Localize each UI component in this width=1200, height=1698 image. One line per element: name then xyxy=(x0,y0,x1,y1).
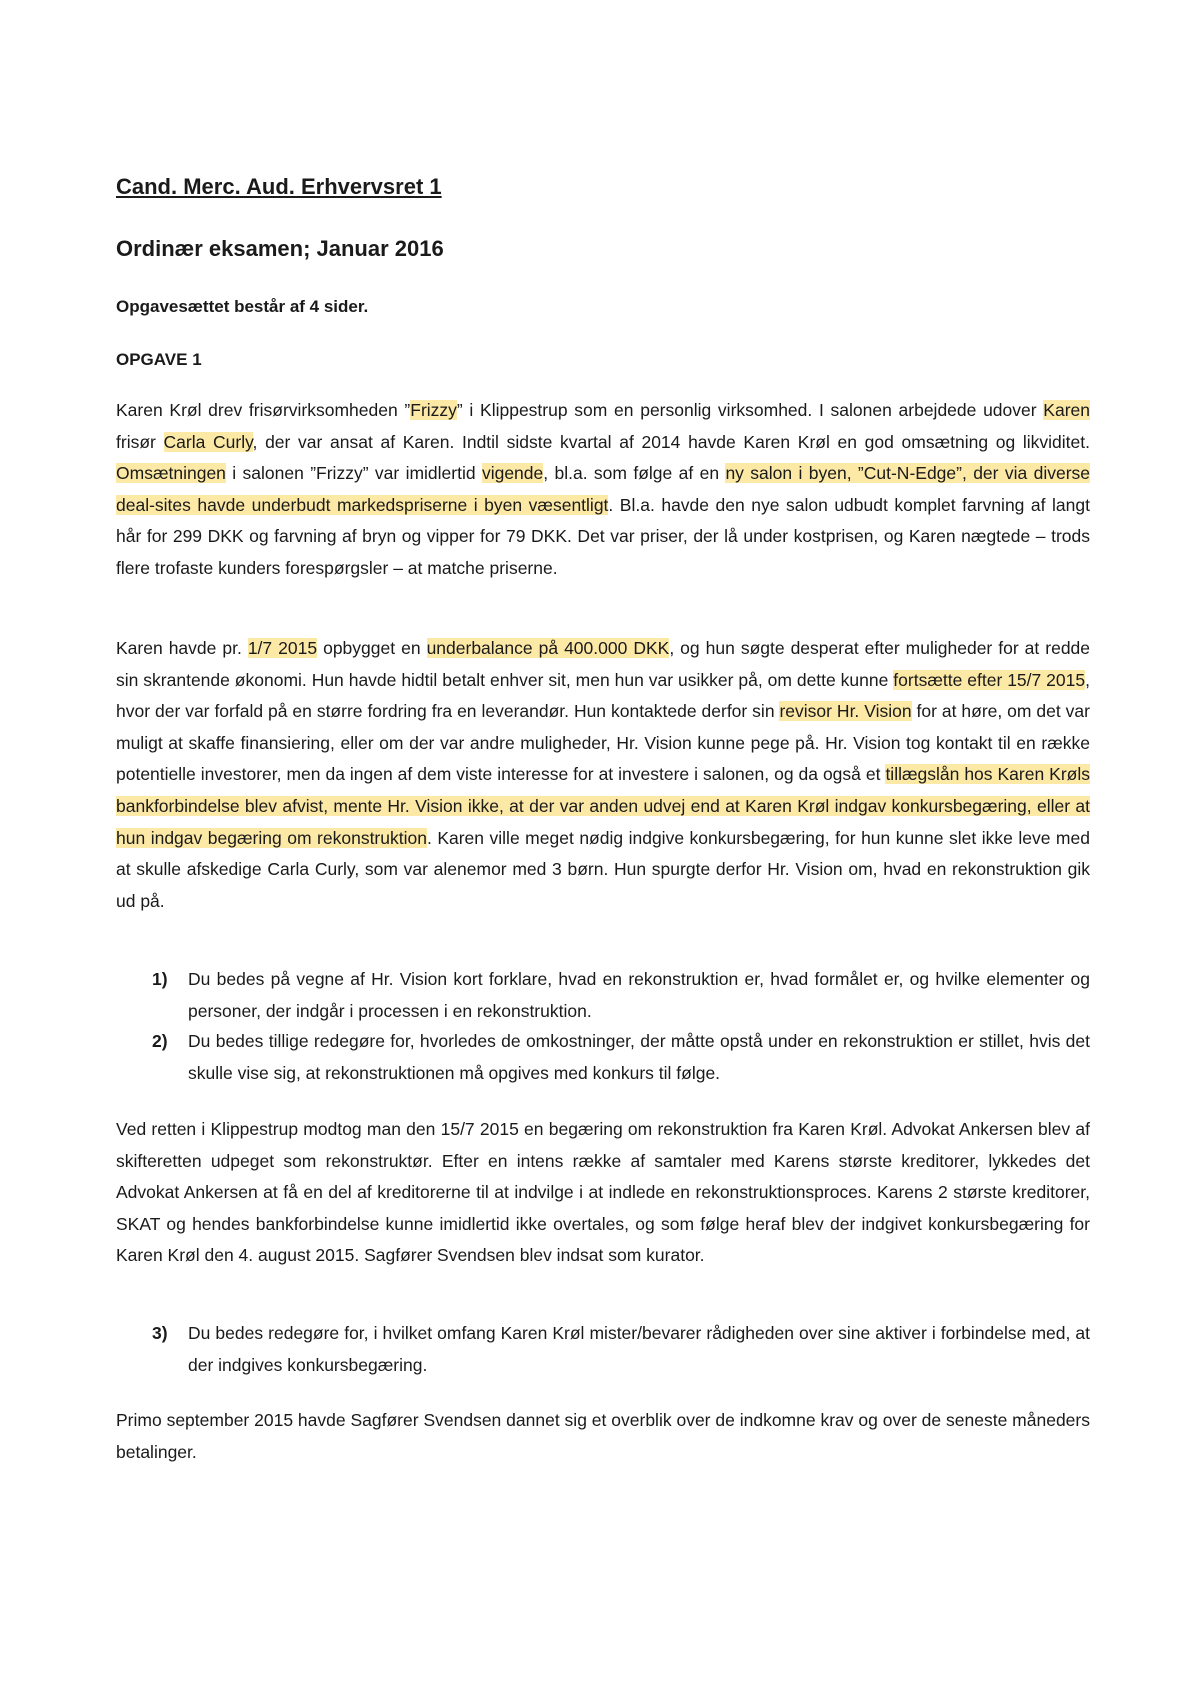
highlight-vigende: vigende xyxy=(481,463,544,484)
text-run: frisør xyxy=(116,431,164,452)
text-run: opbygget en xyxy=(317,638,427,658)
highlight-loan-rejected: tillægslån hos Karen Krøls bankforbindelse blev afvist, mente Hr. Vision ikke, at der var anden udvej end at Karen Krøl indgav konkursbegæring, eller at hun indgav begæring om rekonstruktion xyxy=(116,764,1091,848)
text-run: i salonen ”Frizzy” var imidlertid xyxy=(225,463,482,484)
paragraph-reconstruction: Ved retten i Klippestrup modtog man den 15/7 2015 en begæring om rekonstruktion fra Karen Krøl. Advokat Ankersen blev af skifteretten udpeget som rekonstruktør. Efter en intens række af samtaler med Karens største kreditorer, lykkedes det Advokat Ankersen at få en del af kreditorerne til at indvilge i at indlede en rekonstruktionsproces. Karens 2 største kreditorer, SKAT og hendes bankforbindelse kunne imidlertid ikke overtales, og som følge heraf blev der indgivet konkursbegæring for Karen Krøl den 4. august 2015. Sagfører Svendsen blev indsat som kurator. xyxy=(116,1119,1090,1266)
highlight-underbalance: underbalance på 400.000 DKK xyxy=(426,638,670,658)
page-count-note: Opgavesættet består af 4 sider. xyxy=(116,297,369,316)
question-text: Du bedes tillige redegøre for, hvorledes de omkostninger, der måtte opstå under en rekonstruktion er stillet, hvis det skulle vise sig, at rekonstruktionen må opgives med konkurs til følge. xyxy=(188,1031,1090,1083)
question-item xyxy=(116,964,1090,1027)
highlight-carla-curly: Carla Curly xyxy=(163,431,253,452)
text-run: Karen havde pr. xyxy=(116,638,248,658)
question-text: Du bedes redegøre for, i hvilket omfang Karen Krøl mister/bevarer rådigheden over sine aktiver i forbindelse med, at der indgives konkursbegæring. xyxy=(188,1323,1090,1375)
section-heading-opgave-1: OPGAVE 1 xyxy=(116,350,202,369)
text-run: , der var ansat af Karen. Indtil sidste kvartal af 2014 havde Karen Krøl en god omsætning og likviditet. xyxy=(252,431,1090,452)
question-number: 3) xyxy=(152,1323,168,1343)
question-number: 2) xyxy=(152,1031,168,1051)
highlight-karen: Karen xyxy=(1043,400,1090,420)
question-item xyxy=(116,1318,1090,1381)
text-run: . Bl.a. havde den nye salon udbudt komplet farvning af langt hår for 299 DKK og farvning af bryn og vipper for 79 DKK. Det var priser, der lå under kostprisen, og Karen nægtede – trods flere trofaste kunders forespørgsler – at matche priserne. xyxy=(116,494,1090,578)
text-run: Karen Krøl drev frisørvirksomheden ” xyxy=(116,400,411,420)
text-run: , hvor der var forfald på en større fordring fra en leverandør. Hun kontaktede derfor sin xyxy=(116,669,1090,722)
highlight-omsaetningen: Omsætningen xyxy=(116,463,226,484)
exam-subtitle: Ordinær eksamen; Januar 2016 xyxy=(116,236,444,261)
highlight-revisor: revisor Hr. Vision xyxy=(779,701,912,722)
text-run: for at høre, om det var muligt at skaffe finansiering, eller om der var andre muligheder, Hr. Vision kunne pege på. Hr. Vision tog kontakt til en række potentielle investorer, men da ingen af dem viste interesse for at investere i salonen, og da også et xyxy=(116,701,1090,785)
highlight-continue-date: fortsætte efter 15/7 2015 xyxy=(893,669,1086,690)
text-run: ” i Klippestrup som en personlig virksomhed. I salonen arbejdede udover xyxy=(456,400,1044,420)
question-number: 1) xyxy=(152,969,168,989)
document-title: Cand. Merc. Aud. Erhvervsret 1 xyxy=(116,174,442,199)
highlight-new-salon: ny salon i byen, ”Cut-N-Edge”, der via diverse deal-sites havde underbudt markedspriserne i byen væsentligt xyxy=(116,463,1091,515)
highlight-date: 1/7 2015 xyxy=(247,638,318,658)
paragraph-intro xyxy=(116,395,1090,585)
text-run: . Karen ville meget nødig indgive konkursbegæring, for hun kunne slet ikke leve med at skulle afskedige Carla Curly, som var alenemor med 3 børn. Hun spurgte derfor Hr. Vision om, hvad en rekonstruktion gik ud på. xyxy=(116,827,1090,911)
question-item xyxy=(116,1026,1090,1089)
paragraph-financial-situation xyxy=(116,633,1090,917)
paragraph-september: Primo september 2015 havde Sagfører Svendsen dannet sig et overblik over de indkomne krav og over de seneste måneders betalinger. xyxy=(116,1410,1090,1462)
text-run: , og hun søgte desperat efter muligheder for at redde sin skrantende økonomi. Hun havde hidtil betalt enhver sit, men hun var usikker på, om dette kunne xyxy=(116,638,1091,690)
highlight-frizzy: Frizzy xyxy=(410,400,457,420)
question-text: Du bedes på vegne af Hr. Vision kort forklare, hvad en rekonstruktion er, hvad formålet er, og hvilke elementer og personer, der indgår i processen i en rekonstruktion. xyxy=(188,969,1090,1021)
text-run: , bl.a. som følge af en xyxy=(543,463,726,484)
